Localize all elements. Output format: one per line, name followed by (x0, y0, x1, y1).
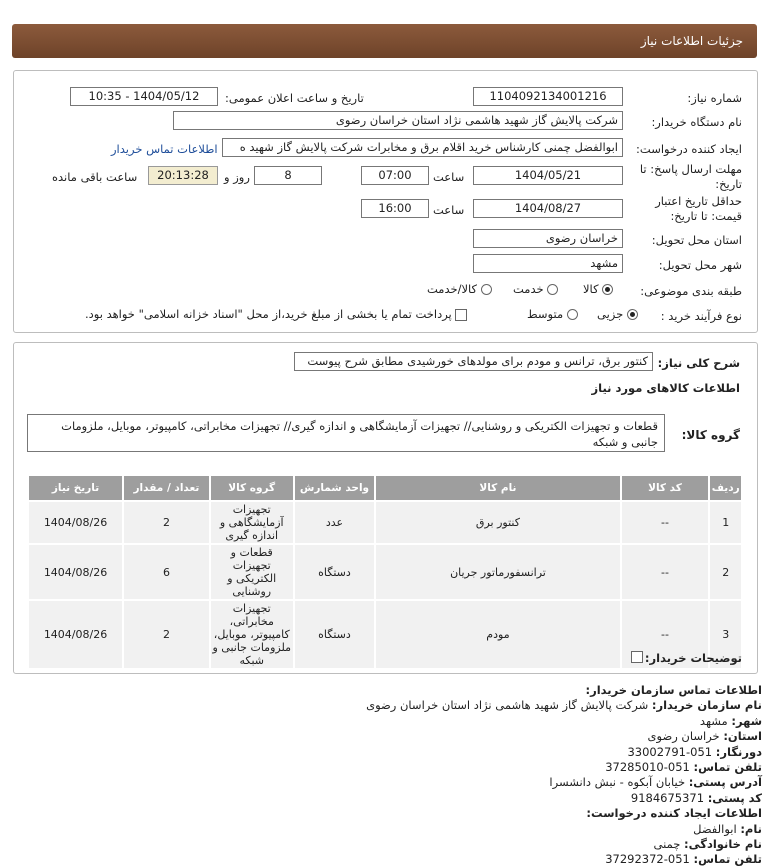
remaining-label: ساعت باقی مانده (52, 170, 138, 184)
buyer-org-field[interactable]: شرکت پالایش گاز شهید هاشمی نژاد استان خراسان رضوی (173, 111, 623, 130)
deadline-date-field[interactable]: 1404/05/21 (473, 166, 623, 185)
col-code: کد کالا (622, 476, 709, 500)
category-radio-service[interactable] (513, 282, 558, 296)
cell-code: -- (622, 502, 709, 543)
validity-label (655, 194, 742, 224)
cell-row: 2 (710, 545, 741, 599)
process-radio-minor[interactable] (597, 307, 638, 321)
validity-date-field[interactable]: 1404/08/27 (473, 199, 623, 218)
radio-icon[interactable] (547, 284, 558, 295)
cell-unit: عدد (295, 502, 375, 543)
deadline-hour-label: ساعت (433, 170, 465, 184)
radio-icon[interactable] (567, 309, 578, 320)
cell-qty: 6 (124, 545, 209, 599)
creator-field[interactable]: ابوالفضل چمنی کارشناس خرید اقلام برق و مخابرات شرکت پالایش گاز شهید ه (222, 138, 623, 157)
table-header-row (29, 476, 741, 500)
validity-label-line1: حداقل تاریخ اعتبار (655, 194, 742, 208)
buyer-org-label: نام دستگاه خریدار: (651, 115, 742, 129)
buyer-contact-link[interactable]: اطلاعات تماس خریدار (111, 142, 218, 156)
cell-date: 1404/08/26 (29, 601, 122, 668)
col-name: نام کالا (376, 476, 619, 500)
category-radio-goods[interactable] (583, 282, 613, 296)
cell-unit: دستگاه (295, 545, 375, 599)
deadline-time-field[interactable]: 07:00 (361, 166, 429, 185)
province-label: استان محل تحویل: (651, 233, 742, 247)
cell-qty: 2 (124, 601, 209, 668)
page-header (12, 24, 757, 58)
cell-row: 3 (710, 601, 741, 668)
checkbox-icon[interactable] (455, 309, 467, 321)
announce-field[interactable]: 1404/05/12 - 10:35 (70, 87, 218, 106)
contact-city: شهر: مشهد (699, 713, 762, 728)
description-label: شرح کلی نیاز: (657, 356, 740, 370)
validity-hour-label: ساعت (433, 203, 465, 217)
cell-row: 1 (710, 502, 741, 543)
contact-phone: تلفن تماس: 051-37285010 (605, 760, 762, 775)
creator-family: نام خانوادگی: چمنی (653, 837, 762, 852)
category-both-text: کالا/خدمت (427, 282, 478, 296)
validity-time-field[interactable]: 16:00 (361, 199, 429, 218)
cell-date: 1404/08/26 (29, 545, 122, 599)
cell-date: 1404/08/26 (29, 502, 122, 543)
contact-fax: دورنگار: 051-33002791 (627, 744, 762, 759)
radio-selected-icon[interactable] (602, 284, 613, 295)
need-number-label: شماره نیاز: (687, 91, 742, 105)
items-table-wrap (27, 474, 743, 670)
category-label: طبقه بندی موضوعی: (640, 284, 742, 298)
deadline-label-line2: تاریخ: (715, 177, 742, 191)
contact-postal: کد پستی: 9184675371 (630, 790, 762, 805)
page-title: جزئیات اطلاعات نیاز (640, 34, 743, 48)
col-group: گروه کالا (211, 476, 293, 500)
cell-group: تجهیزات مخابراتی، کامپیوتر، موبایل، ملزومات جانبی و شبکه (212, 602, 291, 667)
contact-org: نام سازمان خریدار: شرکت پالایش گاز شهید هاشمی نژاد استان خراسان رضوی (366, 698, 762, 713)
city-field[interactable]: مشهد (473, 254, 623, 273)
category-goods-text: کالا (583, 282, 599, 296)
need-number-field[interactable]: 1104092134001216 (473, 87, 623, 106)
category-service-text: خدمت (513, 282, 544, 296)
buyer-notes-checkbox[interactable] (631, 651, 643, 663)
col-row: ردیف (710, 476, 741, 500)
category-radio-both[interactable] (427, 282, 492, 296)
validity-label-line2: قیمت: تا تاریخ: (670, 209, 742, 223)
cell-code: -- (622, 545, 709, 599)
cell-name: کنتور برق (376, 502, 619, 543)
cell-group: قطعات و تجهیزات الکتریکی و روشنایی (211, 545, 293, 599)
process-label: نوع فرآیند خرید : (660, 309, 742, 323)
deadline-label (640, 162, 742, 192)
table-row (29, 502, 741, 543)
col-qty: تعداد / مقدار (124, 476, 209, 500)
radio-selected-icon[interactable] (627, 309, 638, 320)
contact-address: آدرس پستی: خیابان آبکوه - نبش دانشسرا (549, 775, 762, 790)
cell-code: -- (622, 601, 709, 668)
goods-title: اطلاعات کالاهای مورد نیاز (591, 381, 740, 395)
cell-qty: 2 (124, 502, 209, 543)
creator-label: ایجاد کننده درخواست: (636, 142, 742, 156)
buyer-notes-label (645, 651, 742, 665)
remaining-time-field: 20:13:28 (148, 166, 218, 185)
treasury-payment-option[interactable] (85, 307, 467, 321)
process-radio-medium[interactable] (527, 307, 578, 321)
treasury-payment-text: پرداخت تمام یا بخشی از مبلغ خرید،از محل "اسناد خزانه اسلامی" خواهد بود. (85, 307, 452, 321)
col-unit: واحد شمارش (295, 476, 375, 500)
cell-name: ترانسفورماتور جریان (376, 545, 619, 599)
process-medium-text: متوسط (527, 307, 564, 321)
process-minor-text: جزیی (597, 307, 624, 321)
creator-name: نام: ابوالفضل (693, 821, 762, 836)
description-field: کنتور برق، ترانس و مودم برای مولدهای خورشیدی مطابق شرح پیوست (294, 352, 653, 371)
cell-group: تجهیزات آزمایشگاهی و اندازه گیری (211, 502, 293, 543)
days-field[interactable]: 8 (254, 166, 322, 185)
deadline-label-line1: مهلت ارسال پاسخ: تا (639, 162, 742, 176)
col-date: تاریخ نیاز (29, 476, 122, 500)
creator-title: اطلاعات ایجاد کننده درخواست: (586, 806, 762, 821)
announce-label: تاریخ و ساعت اعلان عمومی: (225, 91, 364, 105)
goods-group-field: قطعات و تجهیزات الکتریکی و روشنایی// تجهیزات آزمایشگاهی و اندازه گیری// تجهیزات مخابراتی، کامپیوتر، موبایل، ملزومات جانبی و شبکه (27, 414, 665, 452)
days-label: روز و (224, 170, 250, 184)
radio-icon[interactable] (481, 284, 492, 295)
creator-phone: تلفن تماس: 051-37292372 (605, 852, 762, 867)
contact-province: استان: خراسان رضوی (647, 729, 762, 744)
cell-name: مودم (376, 601, 619, 668)
contact-title: اطلاعات تماس سازمان خریدار: (585, 683, 762, 697)
province-field[interactable]: خراسان رضوی (473, 229, 623, 248)
buyer-notes-text: توضیحات خریدار: (644, 651, 742, 665)
items-table (27, 474, 743, 670)
city-label: شهر محل تحویل: (658, 258, 742, 272)
contact-section (366, 683, 762, 868)
goods-group-label: گروه کالا: (681, 428, 740, 442)
table-row (29, 545, 741, 599)
cell-unit: دستگاه (295, 601, 375, 668)
